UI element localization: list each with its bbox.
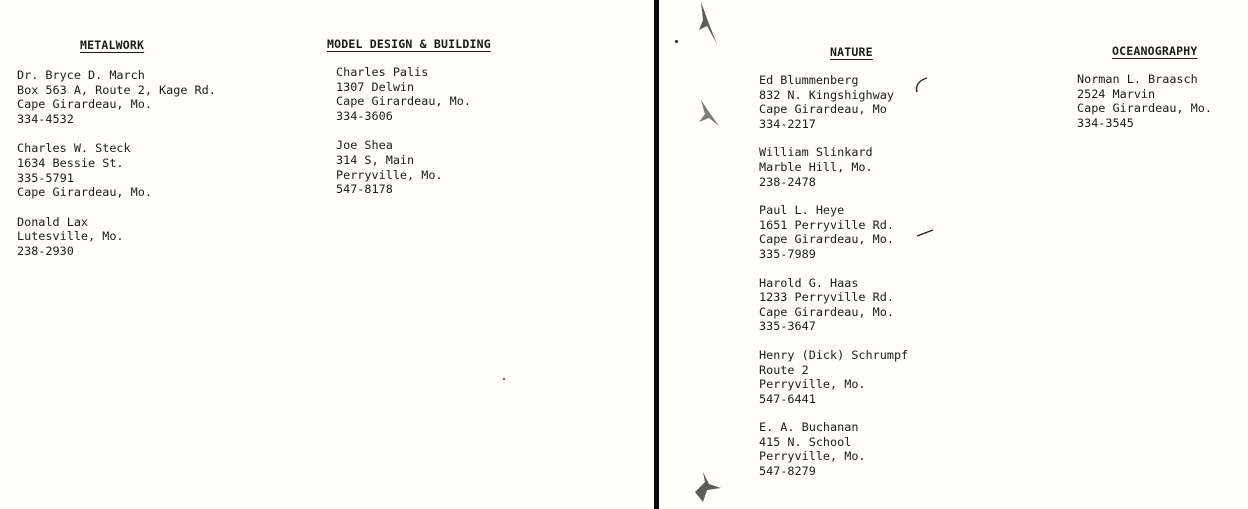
entry-line: Cape Girardeau, Mo xyxy=(759,102,887,117)
entry-line: Cape Girardeau, Mo. xyxy=(17,185,152,200)
entry-phone: 334-3545 xyxy=(1077,115,1134,130)
entry-line: Marble Hill, Mo. xyxy=(759,159,873,174)
directory-entry xyxy=(759,203,908,261)
entry-line: 415 N. School xyxy=(759,434,852,449)
directory-entry xyxy=(336,65,491,123)
entry-phone: 335-5791 xyxy=(17,170,74,185)
directory-entry xyxy=(759,145,908,189)
entry-name: William Slinkard xyxy=(759,145,873,160)
entry-name: Norman L. Braasch xyxy=(1077,72,1198,86)
entry-line: Cape Girardeau, Mo. xyxy=(1077,101,1212,116)
entry-line: 1233 Perryville Rd. xyxy=(759,290,894,305)
directory-entry xyxy=(17,141,216,199)
directory-entry xyxy=(17,215,216,259)
entry-line: 314 S, Main xyxy=(336,152,415,167)
ink-speck xyxy=(675,40,678,43)
entry-name: Paul L. Heye xyxy=(759,203,845,218)
ink-blot-mark xyxy=(695,96,725,130)
entry-phone: 335-7989 xyxy=(759,246,816,261)
entry-line: 1307 Delwin xyxy=(336,79,415,94)
directory-entry xyxy=(17,68,216,126)
category-heading: OCEANOGRAPHY xyxy=(1112,44,1198,58)
pencil-tick-mark xyxy=(911,74,935,98)
entry-name: Donald Lax xyxy=(17,214,89,229)
entry-line: Cape Girardeau, Mo. xyxy=(336,94,471,109)
entry-line: Lutesville, Mo. xyxy=(17,229,124,244)
entry-phone: 334-4532 xyxy=(17,111,74,126)
entry-line: Route 2 xyxy=(759,362,809,377)
entry-phone: 335-3647 xyxy=(759,319,816,334)
entry-name: Joe Shea xyxy=(336,138,393,153)
right-page xyxy=(659,0,1248,509)
ink-blot-mark xyxy=(689,0,729,50)
category-heading: NATURE xyxy=(830,45,873,59)
directory-entry xyxy=(759,73,908,131)
entry-name: E. A. Buchanan xyxy=(759,420,859,435)
entry-line: 2524 Marvin xyxy=(1077,86,1156,101)
ink-speck xyxy=(503,378,505,380)
entry-name: Harold G. Haas xyxy=(759,275,859,290)
entry-line: Perryville, Mo. xyxy=(759,449,866,464)
entry-line: Cape Girardeau, Mo. xyxy=(759,304,894,319)
entry-line: Cape Girardeau, Mo. xyxy=(17,97,152,112)
entry-phone: 238-2930 xyxy=(17,243,74,258)
entry-line: 832 N. Kingshighway xyxy=(759,87,894,102)
directory-entry xyxy=(759,420,908,478)
entry-name: Charles W. Steck xyxy=(17,141,131,156)
category-heading: MODEL DESIGN & BUILDING xyxy=(327,37,491,51)
pencil-tick-mark xyxy=(915,226,935,240)
category-oceanography xyxy=(1077,44,1212,130)
entry-name: Dr. Bryce D. March xyxy=(17,68,145,82)
entry-phone: 238-2478 xyxy=(759,174,816,189)
entry-line: 1634 Bessie St. xyxy=(17,155,124,170)
category-nature xyxy=(759,45,908,479)
entry-name: Henry (Dick) Schrumpf xyxy=(759,347,909,362)
entry-line: Perryville, Mo. xyxy=(336,167,443,182)
entry-name: Charles Palis xyxy=(336,65,429,79)
entry-line: 1651 Perryville Rd. xyxy=(759,217,894,232)
directory-entry xyxy=(336,138,491,196)
entry-phone: 547-8279 xyxy=(759,464,816,479)
directory-entry xyxy=(759,276,908,334)
entry-phone: 334-3606 xyxy=(336,108,393,123)
category-heading: METALWORK xyxy=(80,38,145,52)
ink-blot-mark xyxy=(691,470,725,504)
entry-line: Cape Girardeau, Mo. xyxy=(759,232,894,247)
entry-name: Ed Blummenberg xyxy=(759,73,859,87)
category-model-design-building xyxy=(327,37,491,197)
directory-entry xyxy=(1077,72,1212,130)
category-metalwork xyxy=(17,38,216,259)
entry-line: Perryville, Mo. xyxy=(759,377,866,392)
directory-entry xyxy=(759,348,908,406)
entry-phone: 547-8178 xyxy=(336,182,393,197)
entry-phone: 547-6441 xyxy=(759,391,816,406)
entry-phone: 334-2217 xyxy=(759,116,816,131)
entry-line: Box 563 A, Route 2, Kage Rd. xyxy=(17,82,216,97)
